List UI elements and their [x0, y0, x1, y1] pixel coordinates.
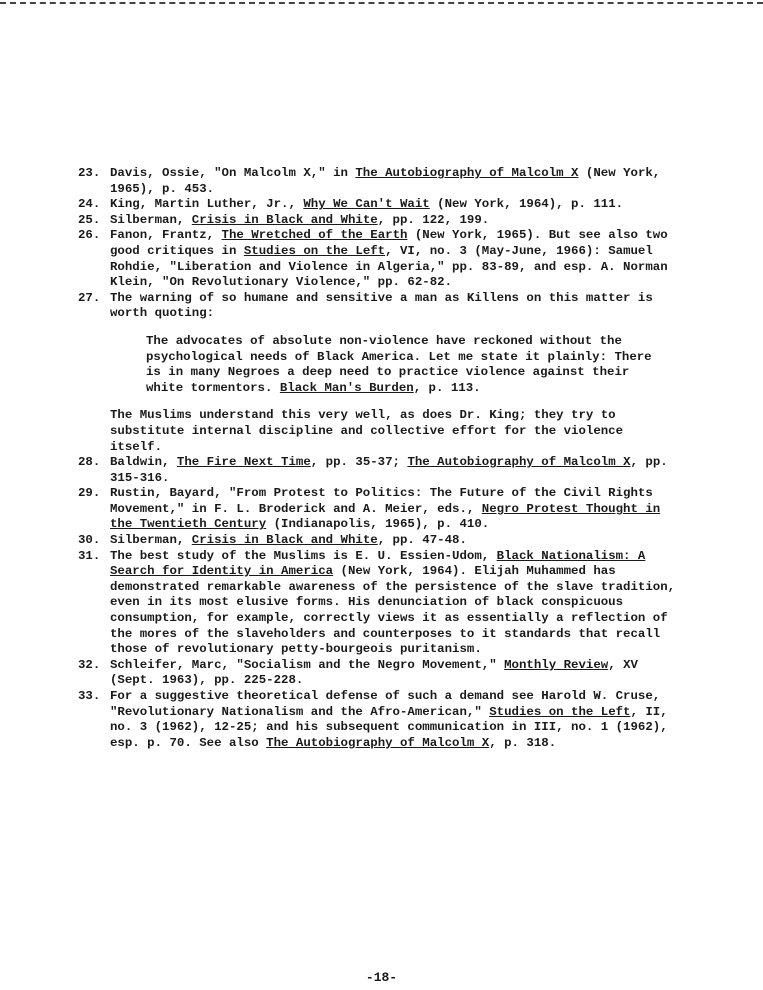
endnote: [78, 455, 678, 486]
cited-title: Negro Protest Thought in the Twentieth Century: [110, 501, 661, 532]
note-text: , p. 113.: [413, 380, 481, 395]
note-text: For a suggestive theoretical defense of such a demand see Harold W. Cruse, "Revolutionary Nationalism and the Afro-American,": [110, 689, 661, 719]
note-text: (New York, 1964), p. 111.: [429, 197, 624, 212]
endnote-body: [110, 689, 678, 751]
note-text: Davis, Ossie, "On Malcolm X," in: [110, 166, 356, 180]
note-text: Baldwin,: [110, 455, 177, 470]
note-text: King, Martin Luther, Jr.,: [110, 197, 304, 212]
endnote-number: 29.: [78, 486, 101, 501]
endnote-number: 23.: [78, 166, 101, 180]
endnote: [78, 533, 678, 549]
endnote-continuation: [110, 408, 678, 455]
note-text: (New York, 1965), p. 453.: [110, 166, 661, 196]
cited-title: Studies on the Left: [489, 704, 631, 719]
endnotes-list: [78, 166, 678, 751]
note-text: (New York, 1964). Elijah Muhammed has demonstrated remarkable awareness of the persistence of the slave tradition, even in its most elusive forms. His denunciation of black conspicuous consumption, for example, correctly views it as essentially a reflection of the mores of the slaveholders and counterposes to it standards that recall those of revolutionary petty-bourgeois puritanism.: [110, 564, 676, 657]
cited-title: Black Nationalism: A Search for Identity in America: [110, 548, 646, 579]
endnote-number: 30.: [78, 533, 101, 548]
endnote: [78, 549, 678, 658]
note-text: , XV (Sept. 1963), pp. 225-228.: [110, 657, 638, 688]
note-text: Silberman,: [110, 212, 192, 227]
endnote-number: 33.: [78, 689, 101, 703]
note-text: (New York, 1965). But see also two good critiques in: [110, 228, 668, 258]
cited-title: The Autobiography of Malcolm X: [266, 735, 490, 750]
cited-title: Crisis in Black and White: [191, 533, 378, 548]
endnote-body: [110, 455, 678, 486]
cited-title: Crisis in Black and White: [191, 212, 378, 227]
cited-title: The Autobiography of Malcolm X: [355, 166, 579, 180]
note-text: The best study of the Muslims is E. U. Essien-Udom,: [110, 548, 497, 563]
endnote: [78, 486, 678, 533]
endnote-body: [110, 197, 678, 213]
cited-title: The Wretched of the Earth: [221, 228, 408, 243]
endnote: [78, 228, 678, 290]
cited-title: Black Man's Burden: [279, 380, 414, 395]
note-text: Schleifer, Marc, "Socialism and the Negro Movement,": [110, 657, 505, 672]
note-text: , pp. 47-48.: [377, 533, 467, 548]
endnote-number: 31.: [78, 548, 101, 563]
endnote-number: 28.: [78, 455, 101, 470]
page-number: -18-: [365, 970, 398, 985]
endnote: [78, 291, 678, 455]
block-quote: [146, 334, 666, 396]
cited-title: Why We Can't Wait: [303, 197, 430, 212]
note-text: , pp. 315-316.: [110, 455, 668, 485]
note-text: (Indianapolis, 1965), p. 410.: [266, 517, 490, 532]
note-text: The advocates of absolute non-violence have reckoned without the psychological needs of Black America. Let me state it plainly: There is in many Negroes a deep need to practice violence against their white tormentors.: [146, 333, 652, 395]
note-text: , pp. 122, 199.: [377, 212, 490, 227]
note-text: The warning of so humane and sensitive a man as Killens on this matter is worth quoting:: [110, 290, 653, 321]
note-text: Rustin, Bayard, "From Protest to Politics: The Future of the Civil Rights Movement," in F. L. Broderick and A. Meier, eds.,: [110, 486, 653, 516]
cited-title: Monthly Review: [504, 657, 609, 672]
endnote-body: [110, 166, 678, 197]
endnote-body: [110, 549, 678, 658]
note-text: Fanon, Frantz,: [110, 228, 222, 243]
endnote: [78, 658, 678, 689]
note-text: , p. 318.: [489, 735, 557, 750]
note-text: The Muslims understand this very well, as does Dr. King; they try to substitute internal discipline and collective effort for the violence itself.: [110, 408, 624, 454]
endnote-body: [110, 533, 678, 549]
endnote-body: [110, 213, 678, 229]
endnote-body: [110, 486, 678, 533]
endnote: [78, 197, 678, 213]
endnote-number: 25.: [78, 212, 101, 227]
cited-title: Studies on the Left: [243, 243, 386, 258]
endnote: [78, 689, 678, 751]
note-text: , pp. 35-37;: [310, 455, 408, 470]
note-text: , II, no. 3 (1962), 12-25; and his subsequent communication in III, no. 1 (1962), esp. p. 70. See also: [110, 704, 668, 750]
endnote-number: 32.: [78, 657, 101, 672]
endnote-body: [110, 658, 678, 689]
cited-title: The Autobiography of Malcolm X: [407, 455, 631, 470]
endnote: [78, 213, 678, 229]
endnote-body: [110, 228, 678, 290]
endnote: [78, 166, 678, 197]
endnote-body: [110, 291, 678, 322]
endnote-number: 24.: [78, 197, 101, 212]
cited-title: The Fire Next Time: [176, 455, 311, 470]
note-text: Silberman,: [110, 533, 192, 548]
endnote-number: 27.: [78, 290, 101, 305]
note-text: , VI, no. 3 (May-June, 1966): Samuel Rohdie, "Liberation and Violence in Algeria," pp. 83-89, and esp. A. Norman Klein, "On Revolutionary Violence," pp. 62-82.: [110, 243, 668, 290]
endnote-number: 26.: [78, 228, 101, 243]
top-border-line: [0, 2, 763, 4]
